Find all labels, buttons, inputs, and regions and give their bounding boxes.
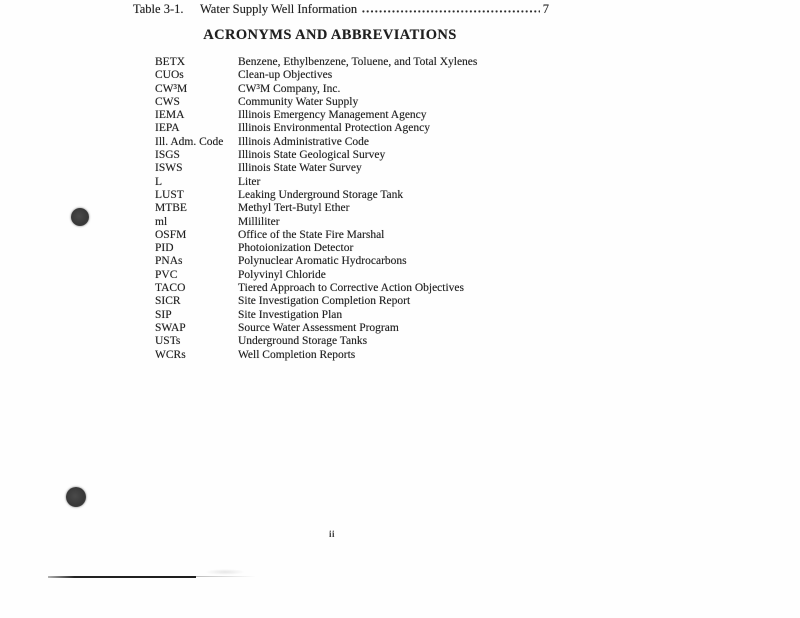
acronym-row — [155, 162, 477, 175]
acronym-definition: Illinois State Geological Survey — [238, 149, 386, 162]
acronym-abbr: LUST — [155, 188, 184, 201]
acronym-abbr: OSFM — [155, 228, 187, 241]
acronym-definition: Community Water Supply — [238, 95, 359, 108]
toc-dot-leader — [362, 9, 540, 14]
acronym-abbr: SWAP — [155, 321, 186, 334]
acronym-definition: Leaking Underground Storage Tank — [238, 188, 404, 201]
acronym-row — [155, 176, 477, 189]
acronym-abbr: CUOs — [155, 69, 184, 82]
acronym-definition: Illinois Emergency Management Agency — [238, 109, 427, 122]
acronym-row — [155, 136, 477, 149]
acronym-definition: Photoionization Detector — [238, 242, 354, 255]
scan-smudge-artifact — [205, 569, 245, 575]
acronym-row — [155, 149, 477, 162]
acronym-row — [155, 216, 477, 229]
acronym-definition: CW³M Company, Inc. — [238, 82, 341, 95]
acronym-definition: Illinois Administrative Code — [238, 135, 369, 148]
acronym-definition: Milliliter — [238, 215, 280, 228]
toc-entry-page-number: 7 — [542, 2, 549, 16]
toc-entry-label: Table 3-1. — [133, 2, 184, 16]
acronym-abbr: ISGS — [155, 149, 180, 162]
acronym-definition: Illinois State Water Survey — [238, 162, 362, 175]
acronym-abbr: SIP — [155, 308, 172, 321]
acronym-definition: Liter — [238, 175, 261, 188]
acronym-row — [155, 229, 477, 242]
acronym-definition: Office of the State Fire Marshal — [238, 228, 385, 241]
acronym-abbr: SICR — [155, 295, 181, 308]
acronym-abbr: TACO — [155, 282, 186, 295]
acronym-abbr: PNAs — [155, 255, 183, 268]
acronym-abbr: WCRs — [155, 348, 186, 361]
acronym-definition: Methyl Tert-Butyl Ether — [238, 202, 350, 215]
acronym-row — [155, 335, 477, 348]
acronym-abbr: BETX — [155, 56, 186, 68]
acronym-abbr: PVC — [155, 268, 178, 281]
page-number: ii — [328, 529, 335, 539]
acronym-row — [155, 83, 477, 96]
acronym-definition: Underground Storage Tanks — [238, 335, 368, 348]
acronym-definition: Well Completion Reports — [238, 348, 356, 361]
scan-artifact-line-tail — [196, 576, 256, 577]
acronym-abbr: PID — [155, 242, 174, 255]
hole-punch-mark-top — [71, 208, 89, 226]
acronym-list — [155, 56, 477, 362]
acronym-row — [155, 96, 477, 109]
toc-entry-title: Water Supply Well Information — [200, 2, 358, 16]
acronym-row — [155, 322, 477, 335]
acronym-abbr: ml — [155, 215, 168, 228]
acronym-definition: Source Water Assessment Program — [238, 321, 399, 334]
acronym-row — [155, 56, 477, 69]
acronym-row — [155, 189, 477, 202]
acronym-definition: Polynuclear Aromatic Hydrocarbons — [238, 255, 407, 268]
acronym-abbr: IEMA — [155, 109, 185, 122]
acronym-abbr: Ill. Adm. Code — [155, 135, 224, 148]
acronym-abbr: USTs — [155, 335, 181, 348]
acronym-row — [155, 282, 477, 295]
acronym-definition: Illinois Environmental Protection Agency — [238, 122, 430, 135]
acronym-abbr: MTBE — [155, 202, 187, 215]
section-heading: ACRONYMS AND ABBREVIATIONS — [203, 27, 457, 43]
scan-artifact-line — [48, 576, 196, 578]
acronym-row — [155, 202, 477, 215]
acronym-row — [155, 269, 477, 282]
acronym-row — [155, 295, 477, 308]
acronym-row — [155, 242, 477, 255]
acronym-abbr: CWS — [155, 95, 180, 108]
acronym-row — [155, 69, 477, 82]
acronym-abbr: ISWS — [155, 162, 183, 175]
acronym-abbr: L — [155, 175, 163, 188]
acronym-definition: Benzene, Ethylbenzene, Toluene, and Total Xylenes — [238, 56, 478, 68]
acronym-row — [155, 349, 477, 362]
acronym-definition: Clean-up Objectives — [238, 69, 333, 82]
acronym-row — [155, 122, 477, 135]
acronym-row — [155, 309, 477, 322]
acronym-definition: Tiered Approach to Corrective Action Objectives — [238, 282, 465, 295]
toc-entry — [133, 2, 549, 16]
acronym-definition: Polyvinyl Chloride — [238, 268, 326, 281]
acronym-row — [155, 109, 477, 122]
acronym-row — [155, 255, 477, 268]
acronym-definition: Site Investigation Completion Report — [238, 295, 411, 308]
acronym-abbr: IEPA — [155, 122, 180, 135]
hole-punch-mark-bottom — [66, 487, 86, 507]
acronym-definition: Site Investigation Plan — [238, 308, 343, 321]
acronym-abbr: CW³M — [155, 82, 188, 95]
